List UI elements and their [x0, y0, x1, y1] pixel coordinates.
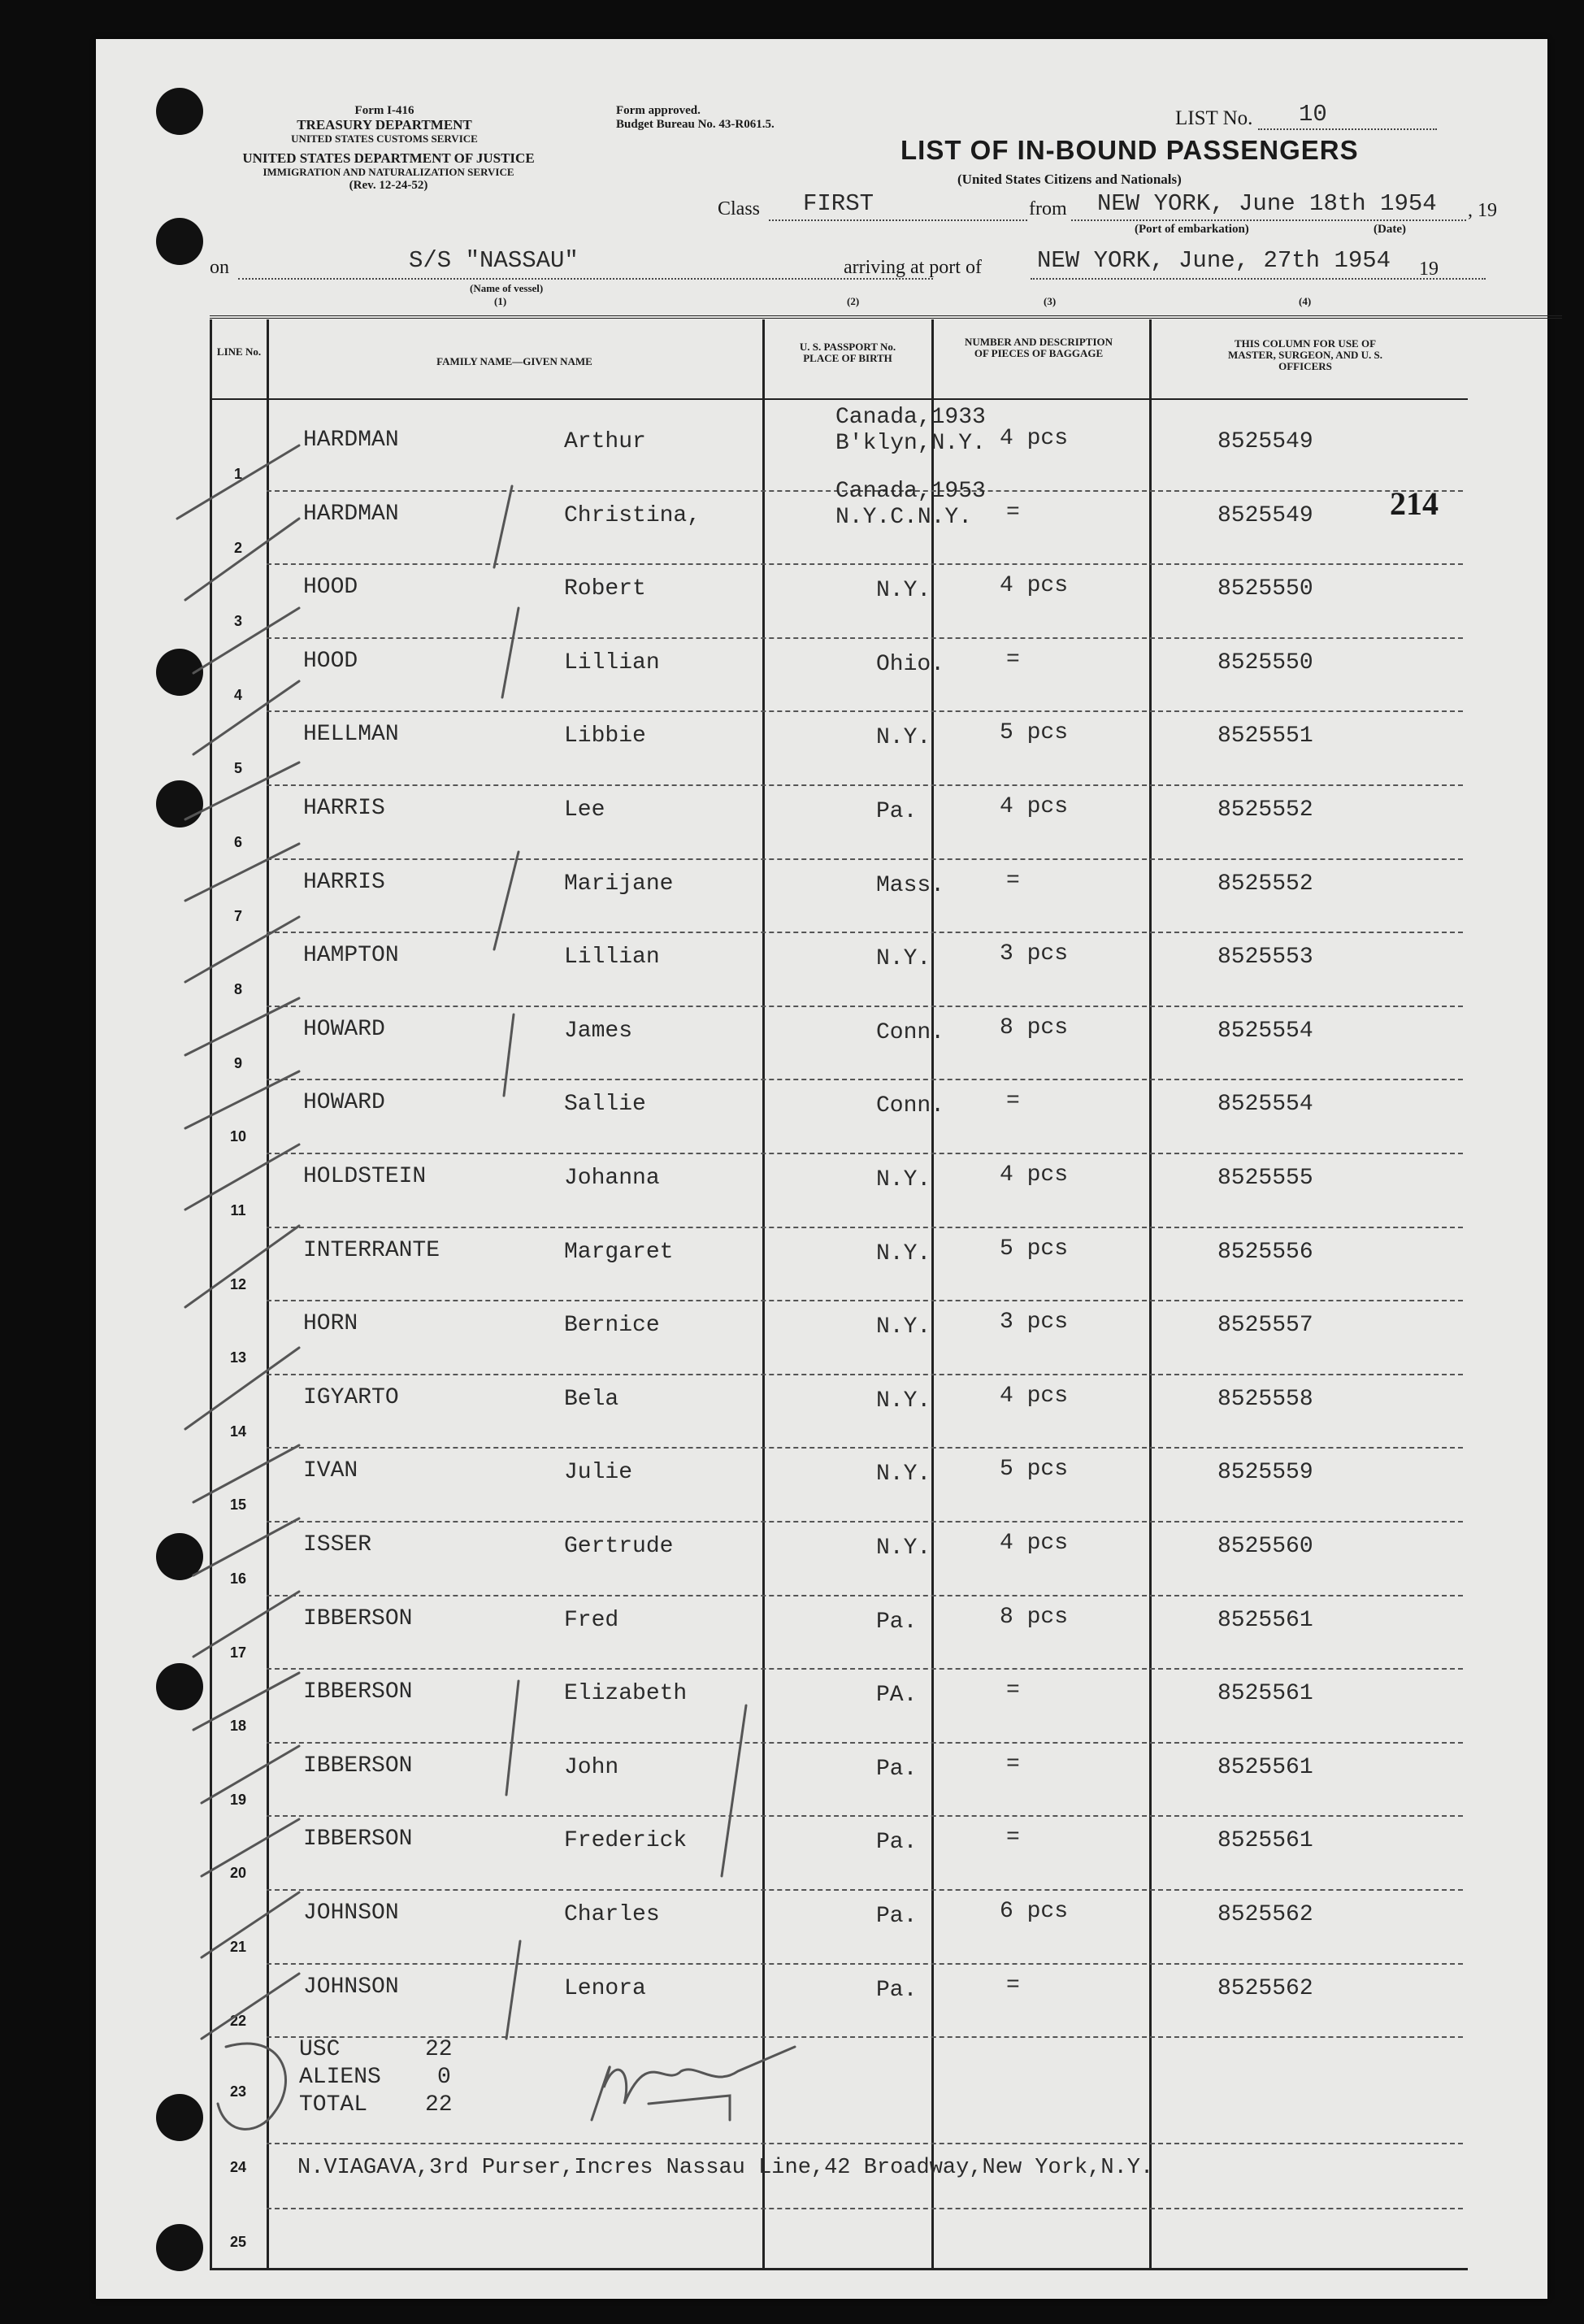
officer-number: 8525561 — [1217, 1681, 1313, 1707]
given-name: Lenora — [564, 1975, 646, 2001]
officer-number: 8525549 — [1217, 429, 1313, 454]
given-name: Libbie — [564, 723, 646, 749]
line-number: 8 — [233, 981, 242, 998]
given-name: John — [564, 1754, 619, 1780]
line-number: 12 — [229, 1275, 247, 1292]
place-of-birth: N.Y. — [876, 946, 931, 972]
from-label: from — [1029, 198, 1067, 219]
col-header-name: FAMILY NAME—GIVEN NAME — [436, 355, 592, 367]
family-name: ISSER — [303, 1532, 372, 1557]
baggage-count: 4 pcs — [1000, 573, 1069, 599]
officer-number: 8525554 — [1217, 1018, 1313, 1044]
line-number: 16 — [229, 1570, 247, 1587]
family-name: HOOD — [303, 575, 358, 601]
officer-number: 8525557 — [1217, 1313, 1313, 1339]
officer-number: 8525553 — [1217, 945, 1313, 971]
baggage-count: = — [1006, 1088, 1020, 1114]
revision-label: (Rev. 12-24-52) — [349, 179, 428, 192]
baggage-count: = — [1006, 1678, 1020, 1704]
check-marks-drawing — [96, 39, 1547, 2299]
given-name: Christina, — [564, 502, 701, 528]
family-name: HARDMAN — [303, 428, 399, 453]
family-name: HARRIS — [303, 796, 385, 821]
family-name: INTERRANTE — [303, 1237, 440, 1263]
line-number: 18 — [229, 1718, 247, 1735]
given-name: Frederick — [564, 1828, 688, 1854]
line-number: 17 — [229, 1644, 247, 1661]
family-name: HARDMAN — [303, 501, 399, 527]
family-name: IVAN — [303, 1458, 358, 1484]
given-name: Elizabeth — [564, 1681, 688, 1707]
officer-number: 8525552 — [1217, 797, 1313, 823]
place-of-birth: PA. — [876, 1683, 918, 1709]
place-of-birth: N.Y.C.N.Y. — [835, 504, 973, 530]
line-number: 19 — [229, 1791, 247, 1808]
aliens-value: 0 — [437, 2065, 451, 2090]
officer-number: 8525559 — [1217, 1460, 1313, 1486]
col-header-baggage: NUMBER AND DESCRIPTION OF PIECES OF BAGGAGE — [964, 336, 1113, 359]
given-name: Marijane — [564, 871, 674, 897]
family-name: HARRIS — [303, 869, 385, 895]
line-number: 13 — [229, 1349, 247, 1366]
place-of-birth: Pa. — [876, 799, 918, 824]
line-number: 11 — [230, 1202, 246, 1218]
line-number: 7 — [233, 907, 242, 924]
family-name: JOHNSON — [303, 1974, 399, 2000]
usc-value: 22 — [425, 2037, 453, 2062]
place-of-birth: N.Y. — [876, 1240, 931, 1266]
line-number: 14 — [229, 1423, 247, 1440]
baggage-count: = — [1006, 1751, 1020, 1777]
family-name: JOHNSON — [303, 1900, 399, 1926]
baggage-count: 8 pcs — [1000, 1604, 1069, 1630]
place-of-birth: Pa. — [876, 1904, 918, 1929]
place-of-birth: N.Y. — [876, 1462, 931, 1488]
family-name: IBBERSON — [303, 1605, 413, 1631]
place-of-birth: Pa. — [876, 1830, 918, 1856]
baggage-count: 5 pcs — [1000, 1457, 1069, 1483]
place-of-birth: N.Y. — [876, 1388, 931, 1414]
baggage-count: = — [1006, 499, 1020, 525]
vessel-value: S/S "NASSAU" — [409, 247, 579, 274]
line-number: 9 — [233, 1054, 242, 1071]
family-name: HOOD — [303, 648, 358, 674]
officer-number: 8525561 — [1217, 1607, 1313, 1633]
place-of-birth: N.Y. — [876, 578, 931, 604]
family-name: HOLDSTEIN — [303, 1164, 427, 1189]
line-number: 4 — [233, 686, 242, 703]
given-name: Johanna — [564, 1166, 660, 1191]
place-note: Canada,1933 — [835, 405, 986, 430]
aliens-label: ALIENS — [299, 2065, 381, 2090]
doj-label: UNITED STATES DEPARTMENT OF JUSTICE — [242, 150, 535, 166]
page-subtitle: (United States Citizens and Nationals) — [957, 172, 1182, 187]
col-num-3: (3) — [1044, 295, 1057, 307]
officer-number: 8525558 — [1217, 1386, 1313, 1412]
manifest-page — [96, 39, 1547, 2299]
baggage-count: 4 pcs — [1000, 426, 1069, 451]
baggage-count: 3 pcs — [1000, 1310, 1069, 1336]
officer-number: 8525561 — [1217, 1828, 1313, 1854]
col-num-2: (2) — [847, 295, 860, 307]
on-label: on — [210, 257, 229, 278]
officer-number: 8525552 — [1217, 871, 1313, 897]
place-of-birth: Conn. — [876, 1093, 945, 1119]
officer-number: 8525550 — [1217, 576, 1313, 602]
vessel-col-num: (1) — [494, 295, 507, 307]
list-label: LIST No. — [1175, 107, 1253, 129]
purser-line: N.VIAGAVA,3rd Purser,Incres Nassau Line,42 Broadway,New York,N.Y. — [297, 2156, 1154, 2180]
given-name: Bernice — [564, 1313, 660, 1339]
baggage-count: 4 pcs — [1000, 1383, 1069, 1409]
col-num-4: (4) — [1299, 295, 1312, 307]
officer-number: 8525550 — [1217, 649, 1313, 675]
form-number: Form I-416 — [354, 104, 414, 117]
line-number: 5 — [233, 760, 242, 777]
given-name: Gertrude — [564, 1534, 674, 1559]
arrival-value: NEW YORK, June, 27th 1954 — [1037, 247, 1391, 274]
line-number: 20 — [229, 1865, 247, 1882]
treasury-label: TREASURY DEPARTMENT — [297, 117, 472, 132]
usc-label: USC — [299, 2037, 341, 2062]
year-suffix: , 19 — [1468, 200, 1497, 221]
given-name: Julie — [564, 1460, 633, 1486]
line-number: 24 — [229, 2159, 247, 2175]
line-number: 3 — [233, 613, 242, 630]
list-number: 10 — [1299, 101, 1327, 128]
class-label: Class — [718, 198, 761, 219]
total-value: 22 — [425, 2092, 453, 2118]
family-name: IGYARTO — [303, 1384, 399, 1410]
baggage-count: = — [1006, 867, 1020, 893]
line-number: 21 — [229, 1939, 247, 1955]
place-of-birth: N.Y. — [876, 1314, 931, 1340]
given-name: James — [564, 1018, 633, 1044]
baggage-count: 4 pcs — [1000, 1162, 1069, 1188]
line-number: 10 — [229, 1128, 247, 1145]
family-name: HAMPTON — [303, 943, 399, 969]
baggage-count: 5 pcs — [1000, 1236, 1069, 1262]
family-name: HORN — [303, 1311, 358, 1337]
family-name: IBBERSON — [303, 1679, 413, 1705]
place-of-birth: Pa. — [876, 1756, 918, 1782]
baggage-count: 4 pcs — [1000, 794, 1069, 819]
given-name: Arthur — [564, 429, 646, 454]
officer-number: 8525554 — [1217, 1092, 1313, 1118]
baggage-count: = — [1006, 1825, 1020, 1851]
page-title: LIST OF IN-BOUND PASSENGERS — [900, 135, 1359, 165]
class-value: FIRST — [803, 190, 874, 217]
place-of-birth: B'klyn,N.Y. — [835, 431, 986, 456]
officer-number: 8525560 — [1217, 1534, 1313, 1559]
given-name: Lillian — [564, 649, 660, 675]
place-of-birth: Pa. — [876, 1609, 918, 1635]
place-of-birth: Pa. — [876, 1977, 918, 2003]
officer-number: 8525556 — [1217, 1239, 1313, 1265]
family-name: HOWARD — [303, 1016, 385, 1042]
family-name: IBBERSON — [303, 1827, 413, 1853]
baggage-count: = — [1006, 1972, 1020, 1998]
place-of-birth: Conn. — [876, 1019, 945, 1045]
line-number: 22 — [229, 2012, 247, 2029]
arriving-label: arriving at port of — [844, 257, 982, 278]
budget-line: Budget Bureau No. 43-R061.5. — [616, 118, 775, 131]
family-name: HOWARD — [303, 1090, 385, 1116]
col-header-officers: THIS COLUMN FOR USE OF MASTER, SURGEON, AND U. S. OFFICERS — [1228, 337, 1382, 372]
given-name: Lee — [564, 797, 605, 823]
total-label: TOTAL — [299, 2092, 368, 2118]
baggage-count: = — [1006, 646, 1020, 672]
customs-label: UNITED STATES CUSTOMS SERVICE — [291, 132, 478, 145]
line-number: 25 — [229, 2234, 247, 2250]
port-caption: (Port of embarkation) — [1135, 223, 1249, 236]
family-name: IBBERSON — [303, 1753, 413, 1779]
officer-number: 8525562 — [1217, 1902, 1313, 1927]
line-number: 15 — [229, 1496, 247, 1514]
family-name: HELLMAN — [303, 722, 399, 748]
place-note: Canada,1953 — [835, 478, 986, 504]
line-number: 1 — [233, 466, 242, 482]
officer-number: 8525561 — [1217, 1754, 1313, 1780]
line-number: 23 — [229, 2083, 247, 2100]
baggage-count: 3 pcs — [1000, 941, 1069, 967]
arrival-year-suffix: 19 — [1419, 258, 1439, 280]
ins-label: IMMIGRATION AND NATURALIZATION SERVICE — [263, 166, 514, 178]
given-name: Sallie — [564, 1092, 646, 1118]
approval-line: Form approved. — [616, 104, 701, 117]
officer-number: 8525551 — [1217, 723, 1313, 749]
place-of-birth: Ohio. — [876, 651, 945, 677]
date-caption: (Date) — [1374, 223, 1406, 236]
place-of-birth: N.Y. — [876, 1536, 931, 1561]
col-header-line-no: LINE No. — [216, 345, 262, 358]
col-header-passport: U. S. PASSPORT No. PLACE OF BIRTH — [799, 341, 896, 364]
baggage-count: 4 pcs — [1000, 1531, 1069, 1556]
officer-number: 8525555 — [1217, 1166, 1313, 1191]
side-number: 214 — [1390, 485, 1439, 522]
given-name: Lillian — [564, 945, 660, 971]
officer-number: 8525562 — [1217, 1975, 1313, 2001]
given-name: Robert — [564, 576, 646, 602]
line-number: 2 — [233, 539, 242, 556]
line-number: 6 — [233, 834, 242, 850]
baggage-count: 6 pcs — [1000, 1899, 1069, 1924]
given-name: Charles — [564, 1902, 660, 1927]
place-of-birth: N.Y. — [876, 725, 931, 751]
baggage-count: 5 pcs — [1000, 720, 1069, 746]
from-value: NEW YORK, June 18th 1954 — [1097, 190, 1437, 217]
officer-number: 8525549 — [1217, 502, 1313, 528]
given-name: Fred — [564, 1607, 619, 1633]
given-name: Bela — [564, 1386, 619, 1412]
place-of-birth: N.Y. — [876, 1167, 931, 1192]
given-name: Margaret — [564, 1239, 674, 1265]
vessel-caption: (Name of vessel) — [470, 282, 544, 294]
baggage-count: 8 pcs — [1000, 1014, 1069, 1040]
place-of-birth: Mass. — [876, 872, 945, 898]
